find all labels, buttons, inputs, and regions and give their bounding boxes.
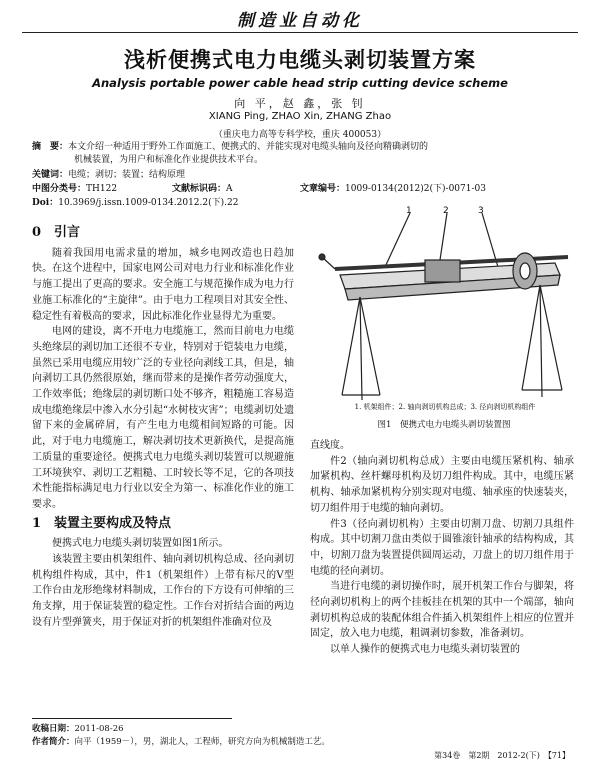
section-heading-introduction: 0 引言 (32, 225, 81, 240)
article-no-label: 文章编号： (300, 184, 346, 194)
document-code (172, 183, 233, 196)
clc-label: 中图分类号： (32, 184, 87, 194)
journal-masthead: 制造业自动化 (237, 11, 363, 31)
figure-caption: 图1 便携式电力电缆头剥切装置图 (377, 420, 511, 430)
affiliation: （重庆电力高等专科学校，重庆 400053） (213, 130, 387, 140)
body-paragraph: 直线度。 (310, 440, 350, 451)
authors-chinese: 向 平，赵 鑫，张 钊 (234, 97, 366, 110)
paper-title-english: Analysis portable power cable head strip cutting device scheme (92, 76, 508, 90)
keywords (32, 169, 185, 182)
received-label: 收稿日期： (32, 724, 75, 734)
header-rule (22, 32, 578, 33)
body-paragraph: 便携式电力电缆头剥切装置如图1所示。 (52, 538, 229, 550)
clc-number (32, 183, 117, 196)
paper-title: 浅析便携式电力电缆头剥切装置方案 (124, 47, 476, 72)
keywords-text: 电缆；剥切；装置；结构原理 (68, 170, 186, 180)
article-no-value: 1009-0134(2012)2(下)-0071-03 (345, 184, 486, 194)
bio-label: 作者简介： (32, 737, 75, 747)
keywords-label: 关键词： (32, 170, 69, 180)
body-paragraph: 该装置主要由机架组件、轴向剥切机构总成、径向剥切机构组件构成，其中，件1（机架组件）上带有标尺的V型工作台由龙形绝缘材料制成，工作台的下方设有可伸缩的三角支撑，用于保证装置的稳定性。工作台对折结合面的两边设有片型弹簧夹，用于保证对折的机架组件准确对位及 (32, 554, 294, 628)
right-column (310, 438, 574, 658)
device-figure (310, 205, 578, 420)
doi-value: 10.3969/j.issn.1009-0134.2012.2(下).22 (58, 198, 239, 208)
received-value: 2011-08-26 (74, 724, 124, 734)
body-paragraph: 当进行电缆的剥切操作时，展开机架工作台与脚架，将径向剥切机构上的两个挂板挂在机架的其中一个端部，轴向剥切机构总成的装配体组合件插入机架组件上相应的位置并固定，放入电力电缆，粗调剥切参数，准备剥切。 (310, 581, 574, 640)
author-bio (32, 735, 330, 747)
body-paragraph: 电网的建设，离不开电力电缆施工，然而目前电力电缆头绝缘层的剥切加工还很不专业，特别对于铠装电力电缆，虽然已采用电缆应用较广泛的专业径向剥线工具，但是，轴向剥切工具仍然很原始，继而带来的是操作者劳动强度大，工作效率低；绝缘层的剥切断口处不够齐，粗糙施工容易造成电缆绝缘层中渗入水分引起“水树枝灾害”；电缆剥切处遗留下来的金属碎屑，有产生电力电缆相间短路的可能。因此，对于电力电缆施工，解决剥切技术更新换代，是提高施工质量的重要途径。便携式电力电缆头剥切装置可以规避施工环境狭窄、剥切工艺粗糙、工时较长等不足，它的各项技术性能指标满足电力行业以安全为第一、标准化作业的施工要求。 (32, 326, 294, 510)
left-column (32, 222, 294, 631)
abstract-text-line1: 本文介绍一种适用于野外工作面施工、便携式的、并能实现对电缆头轴向及径向精确剥切的 (68, 142, 429, 152)
page-number: 第34卷 第2期 2012-2(下) 【71】 (434, 751, 570, 760)
authors-english: XIANG Ping, ZHAO Xin, ZHANG Zhao (208, 111, 392, 122)
bio-text: 向平（1959－），男，湖北人，工程师，研究方向为机械制造工艺。 (74, 737, 330, 747)
body-paragraph: 随着我国用电需求量的增加，城乡电网改造也日趋加快。在这个进程中，国家电网公司对电力行业和标准化作业与施工提出了更高的要求。安全施工与规范操作成为电力行业施工标准化的“主旋律”。由于电力工程项目对其安全性、稳定性有着极高的要求，因此标准化作业显得尤为重要。 (32, 247, 294, 322)
body-paragraph: 件2（轴向剥切机构总成）主要由电缆压紧机构、轴承加紧机构、丝杆螺母机构及切刀组件构成。其中，电缆压紧机构、轴承加紧机构分别实现对电缆、轴承座的快速装夹，切刀组件用于电缆的轴向剥切。 (310, 455, 574, 514)
footnote-rule (32, 718, 232, 719)
doi-label: Doi： (32, 198, 59, 208)
abstract-text-line2: 机械装置，为用户和标准化作业提供技术平台。 (74, 155, 264, 165)
clc-value: TH122 (86, 184, 118, 194)
section-heading-structure: 1 装置主要构成及特点 (32, 515, 172, 531)
figure-legend: 1. 机架组件；2. 轴向剥切机构总成；3. 径向剥切机构组件 (354, 403, 536, 411)
doc-code-label: 文献标识码： (172, 184, 227, 194)
callout-1: 1 (406, 206, 412, 216)
body-paragraph: 以单人操作的便携式电力电缆头剥切装置的 (330, 644, 520, 656)
body-paragraph: 件3（径向剥切机构）主要由切割刀盘、切割刀具组件构成。其中切割刀盘由类似于圆锥滚针轴承的结构构成，其中，切割刀盘为装置提供圆周运动，刀盘上的切刀组件用于电缆的径向剥切。 (310, 518, 574, 577)
abstract (32, 141, 428, 167)
callout-3: 3 (478, 206, 484, 216)
doc-code-value: A (226, 184, 233, 194)
article-number (300, 183, 486, 196)
doi (32, 197, 238, 210)
abstract-label: 摘 要： (32, 142, 69, 152)
callout-2: 2 (443, 206, 449, 216)
received-date (32, 722, 124, 734)
